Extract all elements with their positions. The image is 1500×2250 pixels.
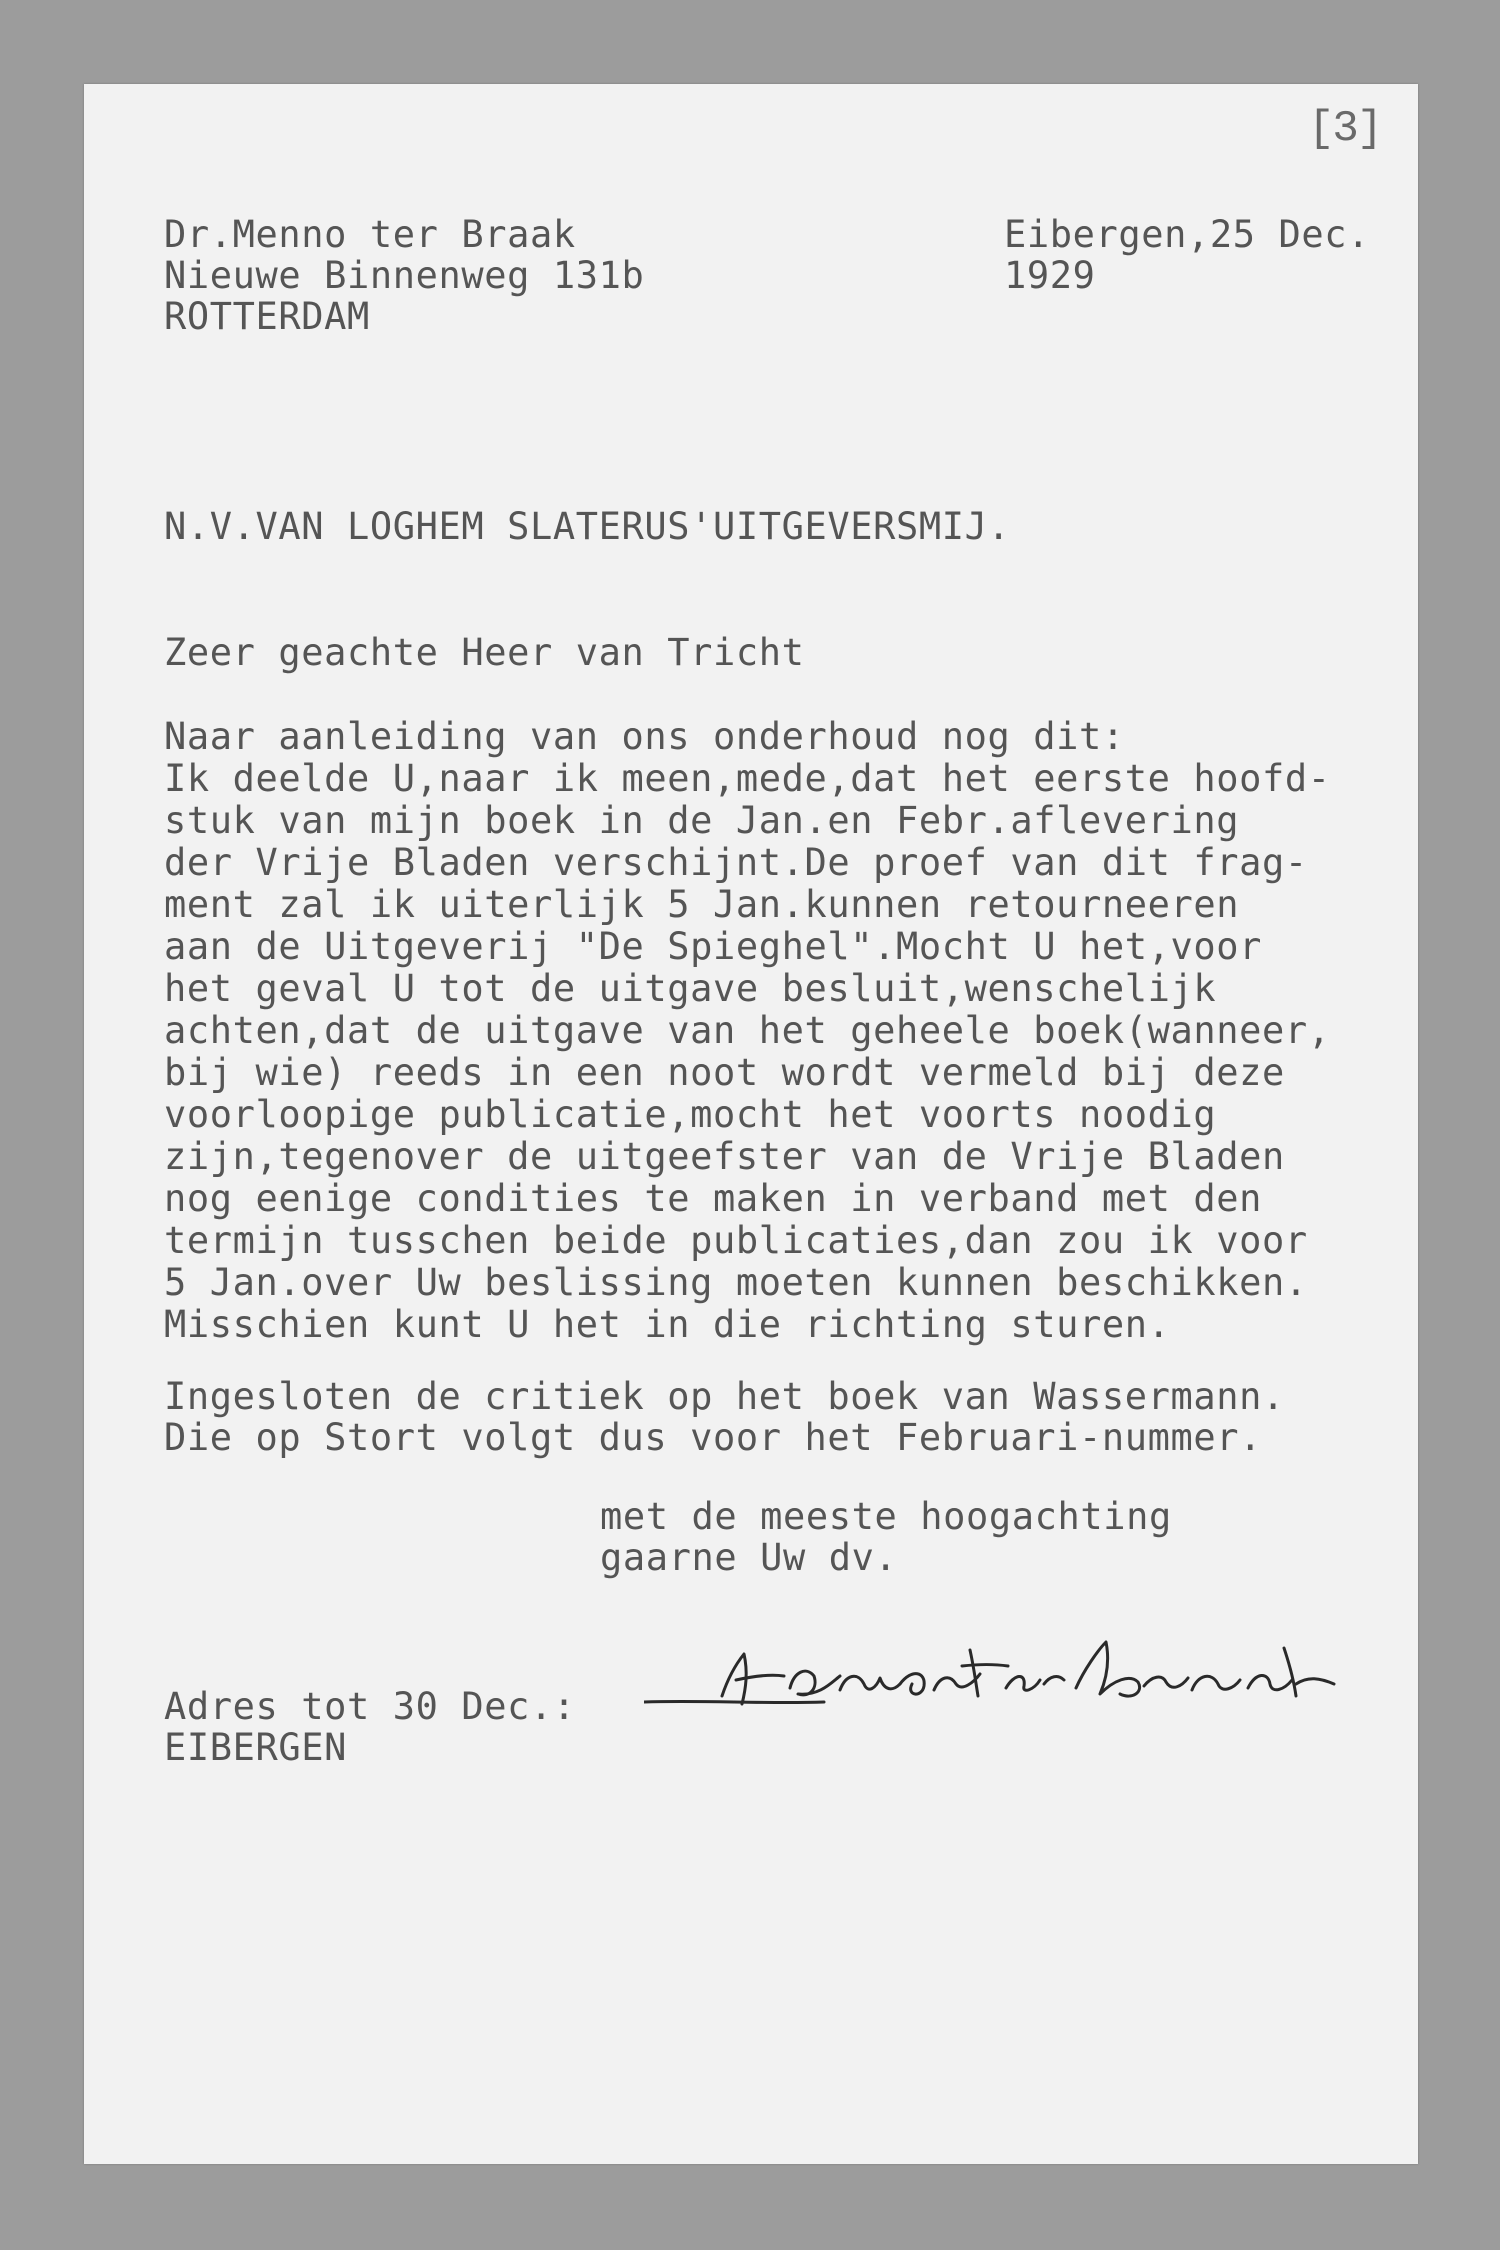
closing — [600, 1496, 1172, 1578]
body-line: 5 Jan.over Uw beslissing moeten kunnen beschikken. — [164, 1261, 1308, 1304]
archive-page-number: [3] — [1308, 104, 1382, 154]
body-line: termijn tusschen beide publicaties,dan zou ik voor — [164, 1219, 1308, 1262]
body-line: nog eenige condities te maken in verband met den — [164, 1177, 1263, 1220]
body-line: der Vrije Bladen verschijnt.De proef van dit frag- — [164, 841, 1308, 884]
body-line: bij wie) reeds in een noot wordt vermeld bij deze — [164, 1051, 1285, 1094]
sender-line: ROTTERDAM — [164, 295, 370, 338]
letter-sheet — [84, 84, 1418, 2164]
body-line: zijn,tegenover de uitgeefster van de Vrije Bladen — [164, 1135, 1285, 1178]
closing-line: gaarne Uw dv. — [600, 1536, 898, 1579]
body-line: Misschien kunt U het in die richting sturen. — [164, 1303, 1171, 1346]
dateline-line: 1929 — [1004, 254, 1096, 297]
address-note — [164, 1686, 576, 1768]
enclosure-line: Ingesloten de critiek op het boek van Wassermann. — [164, 1375, 1285, 1418]
handwritten-signature — [644, 1584, 1344, 1724]
letter-body — [164, 716, 1331, 1346]
salutation: Zeer geachte Heer van Tricht — [164, 631, 805, 674]
recipient: N.V.VAN LOGHEM SLATERUS'UITGEVERSMIJ. — [164, 505, 1011, 548]
sender-address — [164, 214, 644, 337]
enclosure-note — [164, 1376, 1285, 1458]
dateline — [1004, 214, 1370, 296]
body-line: aan de Uitgeverij "De Spieghel".Mocht U het,voor — [164, 925, 1263, 968]
body-line: Naar aanleiding van ons onderhoud nog dit: — [164, 715, 1125, 758]
address-note-line: EIBERGEN — [164, 1726, 348, 1769]
body-line: achten,dat de uitgave van het geheele boek(wanneer, — [164, 1009, 1331, 1052]
enclosure-line: Die op Stort volgt dus voor het Februari-nummer. — [164, 1416, 1263, 1459]
sender-line: Nieuwe Binnenweg 131b — [164, 254, 645, 297]
body-line: het geval U tot de uitgave besluit,wenschelijk — [164, 967, 1217, 1010]
body-line: voorloopige publicatie,mocht het voorts noodig — [164, 1093, 1217, 1136]
body-line: Ik deelde U,naar ik meen,mede,dat het eerste hoofd- — [164, 757, 1331, 800]
closing-line: met de meeste hoogachting — [600, 1495, 1172, 1538]
body-line: stuk van mijn boek in de Jan.en Febr.aflevering — [164, 799, 1240, 842]
body-line: ment zal ik uiterlijk 5 Jan.kunnen retourneeren — [164, 883, 1240, 926]
dateline-line: Eibergen,25 Dec. — [1004, 213, 1371, 256]
address-note-line: Adres tot 30 Dec.: — [164, 1685, 576, 1728]
sender-line: Dr.Menno ter Braak — [164, 213, 576, 256]
